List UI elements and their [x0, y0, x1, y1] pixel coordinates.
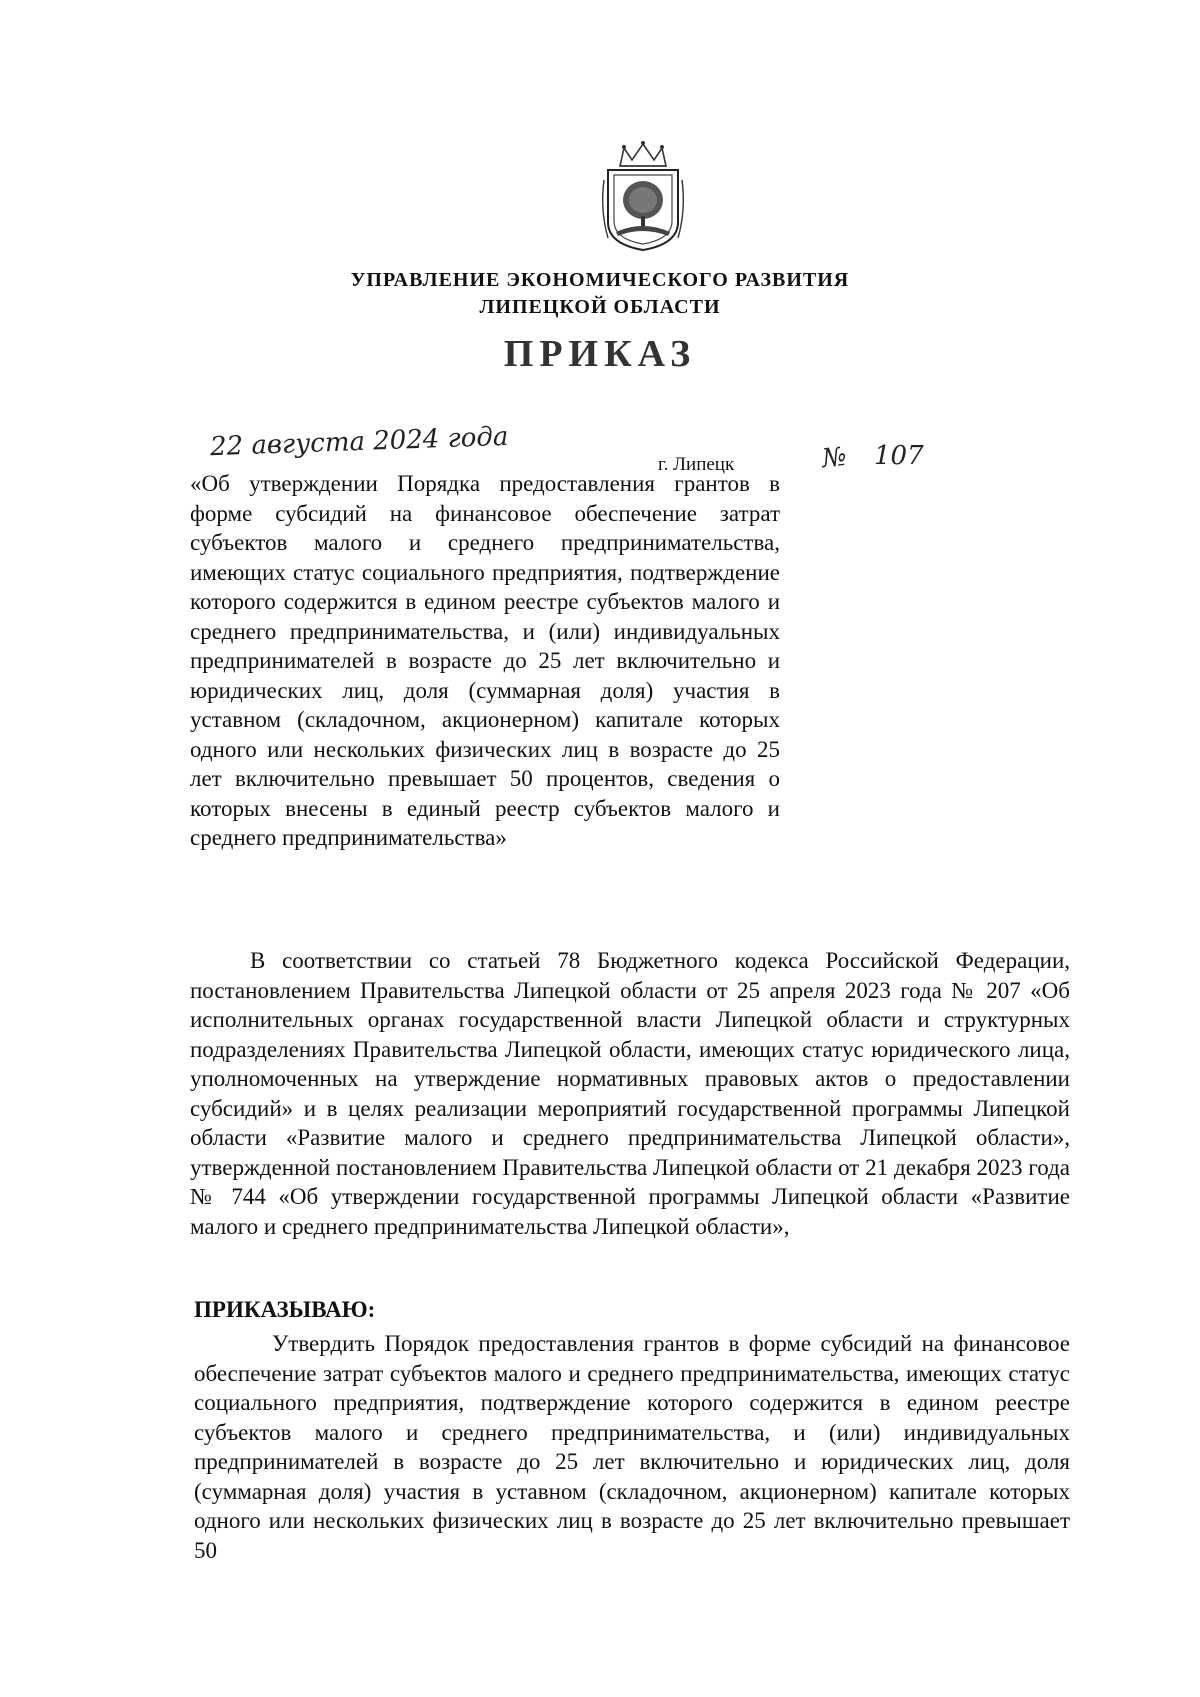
preamble-paragraph: [190, 946, 1070, 1241]
document-title: «Об утверждении Порядка предоставления грантов в форме субсидий на финансовое обеспечение затрат субъектов малого и среднего предпринимательства, имеющих статус социального предприятия, подтверждение которого содержится в едином реестре субъектов малого и среднего предпринимательства, и (или) индивидуальных предпринимателей в возрасте до 25 лет включительно и юридических лиц, доля (суммарная доля) участия в уставном (складочном, акционерном) капитале которых одного или нескольких физических лиц в возрасте до 25 лет включительно превышает 50 процентов, сведения о которых внесены в единый реестр субъектов малого и среднего предпринимательства»: [190, 471, 780, 850]
document-type-heading: ПРИКАЗ: [503, 333, 697, 375]
coat-of-arms-emblem: [598, 140, 688, 252]
handwritten-date: 22 августа 2024 года: [209, 421, 509, 463]
city-label: г. Липецк: [658, 454, 735, 475]
organization-name-line1: УПРАВЛЕНИЕ ЭКОНОМИЧЕСКОГО РАЗВИТИЯ: [350, 269, 850, 291]
preamble-text: В соответствии со статьей 78 Бюджетного кодекса Российской Федерации, постановлением Правительства Липецкой области от 25 апреля 2023 года № 207 «Об исполнительных органах государственной власти Липецкой области и структурных подразделениях Правительства Липецкой области, имеющих статус юридического лица, уполномоченных на утверждение нормативных правовых актов о предоставлении субсидий» и в целях реализации мероприятий государственной программы Липецкой области «Развитие малого и среднего предпринимательства Липецкой области», утвержденной постановлением Правительства Липецкой области от 21 декабря 2023 года № 744 «Об утверждении государственной программы Липецкой области «Развитие малого и среднего предпринимательства Липецкой области»,: [190, 948, 1070, 1239]
decree-paragraph: [194, 1329, 1070, 1565]
handwritten-number-sign: №: [820, 441, 849, 475]
handwritten-document-number: 107: [874, 441, 924, 471]
order-heading: ПРИКАЗЫВАЮ:: [194, 1297, 376, 1322]
decree-text: Утвердить Порядок предоставления грантов в форме субсидий на финансовое обеспечение затрат субъектов малого и среднего предпринимательства, имеющих статус социального предприятия, подтверждение которого содержится в едином реестре субъектов малого и среднего предпринимательства, и (или) индивидуальных предпринимателей в возрасте до 25 лет включительно и юридических лиц, доля (суммарная доля) участия в уставном (складочном, акционерном) капитале которых одного или нескольких физических лиц в возрасте до 25 лет включительно превышает 50: [194, 1331, 1070, 1563]
organization-name-line2: ЛИПЕЦКОЙ ОБЛАСТИ: [479, 296, 721, 318]
